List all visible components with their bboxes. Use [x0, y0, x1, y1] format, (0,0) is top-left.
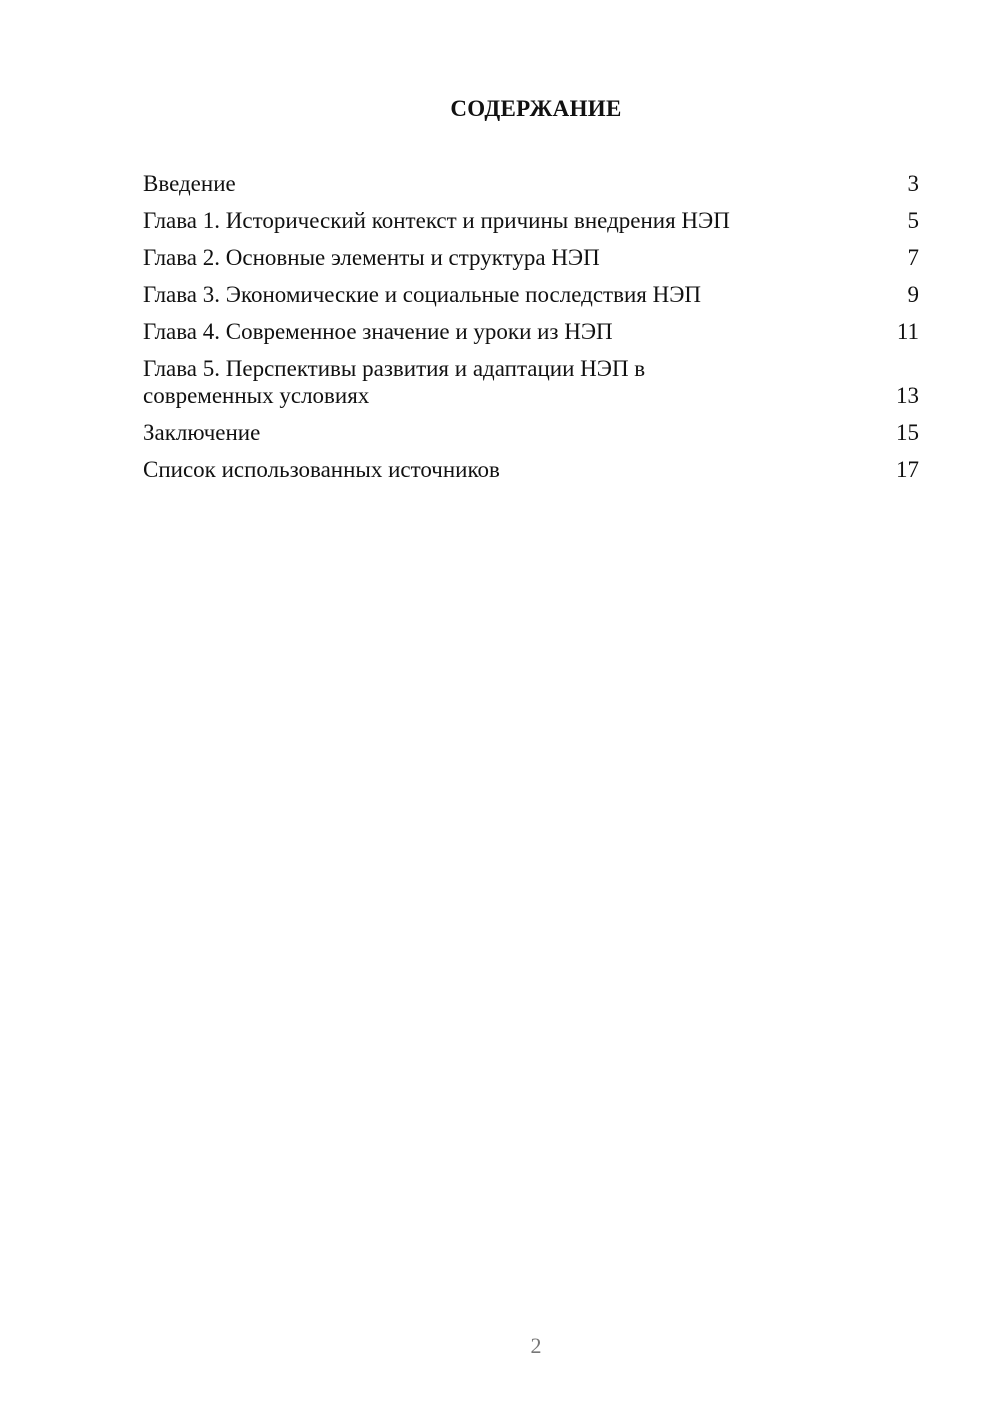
toc-item-page: 17	[896, 457, 919, 482]
toc-item-page: 7	[907, 245, 919, 270]
page-title: СОДЕРЖАНИЕ	[450, 96, 622, 121]
toc-item-chapter-2[interactable]	[143, 244, 919, 271]
toc-item-label: Введение	[143, 171, 236, 196]
toc-item-conclusion[interactable]	[143, 419, 919, 446]
toc-item-label: Заключение	[143, 420, 261, 445]
toc-item-label: Список использованных источников	[143, 457, 500, 482]
toc-item-label: Глава 2. Основные элементы и структура НЭП	[143, 245, 600, 270]
toc-item-page: 9	[907, 282, 919, 307]
toc-item-page: 3	[907, 171, 919, 196]
toc-item-introduction[interactable]	[143, 170, 919, 197]
toc-item-page: 11	[896, 319, 919, 344]
toc-item-chapter-4[interactable]	[143, 318, 919, 345]
toc-item-chapter-3[interactable]	[143, 281, 919, 308]
toc-item-label: Глава 1. Исторический контекст и причины внедрения НЭП	[143, 208, 730, 233]
toc-item-label: Глава 3. Экономические и социальные последствия НЭП	[143, 282, 702, 307]
toc-item-chapter-1[interactable]	[143, 207, 919, 234]
toc-item-page: 13	[896, 383, 919, 408]
page-number: 2	[530, 1333, 542, 1358]
toc-item-chapter-5[interactable]	[143, 355, 919, 409]
table-of-contents	[143, 170, 919, 493]
toc-item-label: Глава 5. Перспективы развития и адаптации НЭП в современных условиях	[143, 356, 646, 408]
toc-item-page: 5	[907, 208, 919, 233]
toc-item-label: Глава 4. Современное значение и уроки из НЭП	[143, 319, 613, 344]
toc-item-references[interactable]	[143, 456, 919, 483]
toc-item-page: 15	[896, 420, 919, 445]
